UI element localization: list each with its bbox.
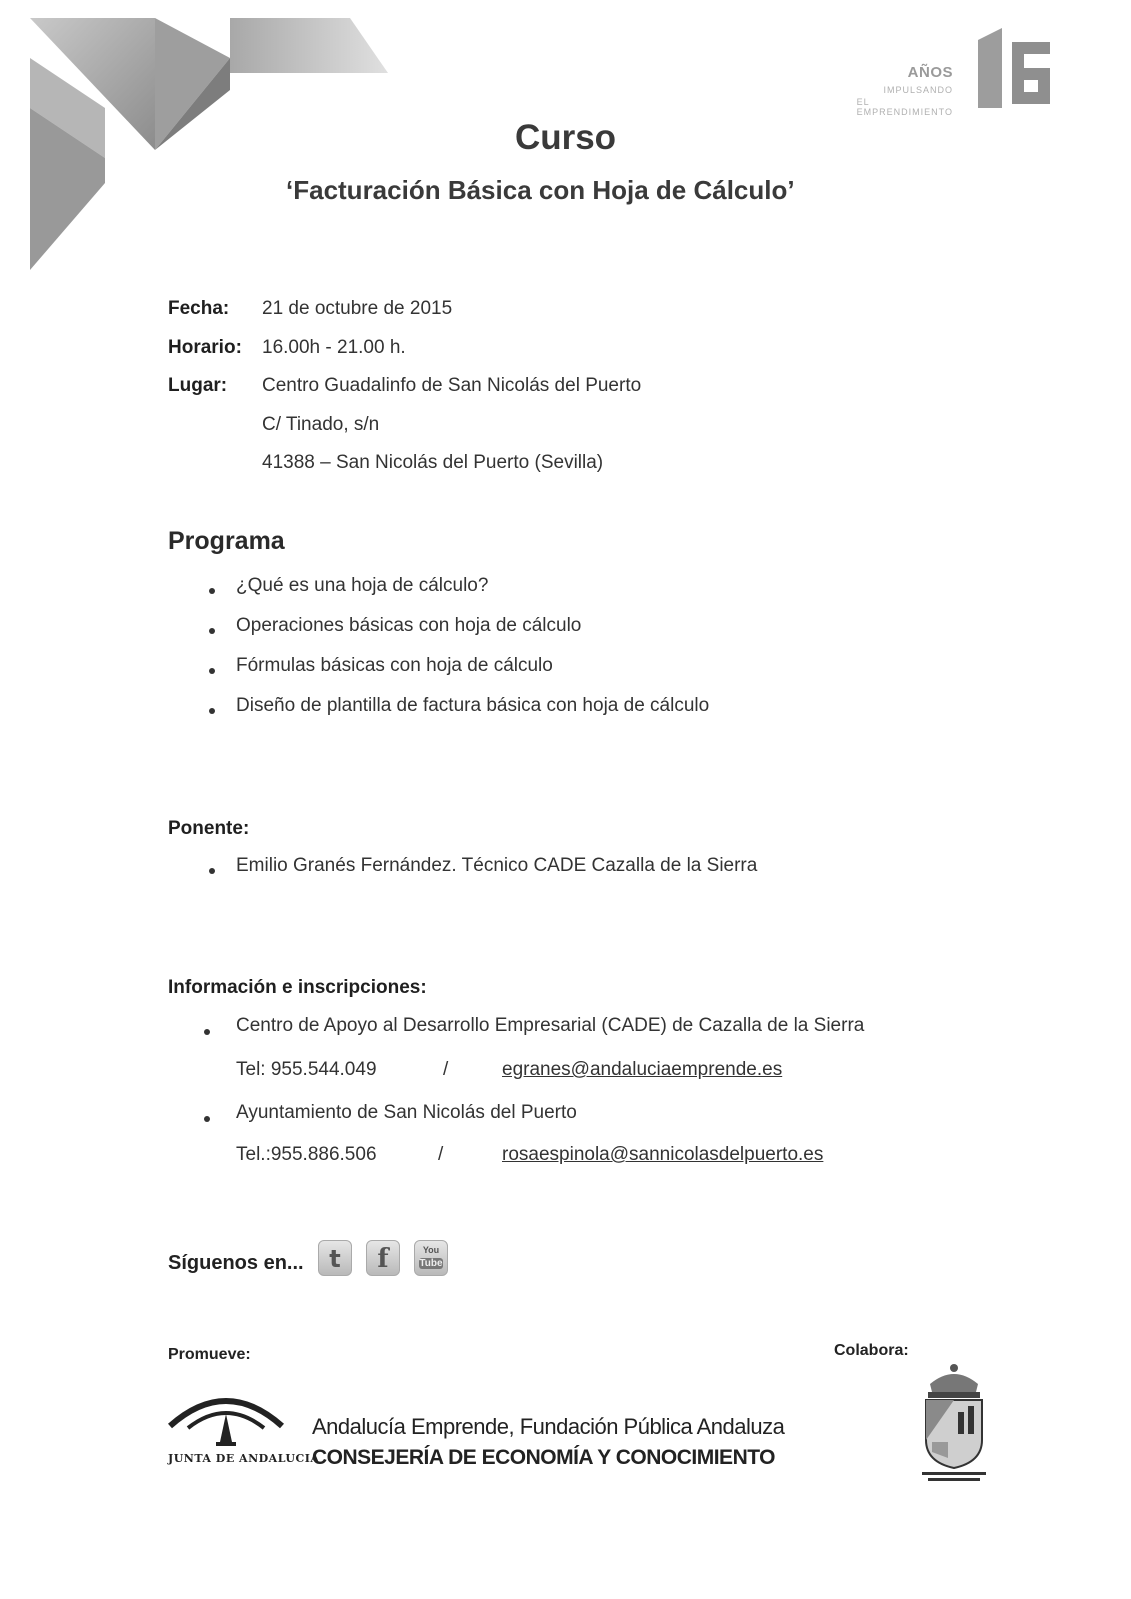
email-link[interactable]: rosaespinola@sannicolasdelpuerto.es <box>502 1144 824 1165</box>
consejeria-text: CONSEJERÍA DE ECONOMÍA Y CONOCIMIENTO <box>312 1446 776 1469</box>
course-title: ‘Facturación Básica con Hoja de Cálculo’ <box>286 175 795 205</box>
bullet <box>209 588 215 594</box>
ponente-item: Emilio Granés Fernández. Técnico CADE Cazalla de la Sierra <box>236 855 758 876</box>
youtube-bottom-text: Tube <box>419 1258 443 1269</box>
info-entry-separator: / <box>443 1059 449 1080</box>
lugar-line2: C/ Tinado, s/n <box>262 414 380 435</box>
info-entry-tel: Tel: 955.544.049 <box>236 1059 377 1080</box>
bullet <box>204 1116 210 1122</box>
info-heading: Información e inscripciones: <box>168 977 427 998</box>
ayuntamiento-coat-of-arms <box>918 1362 990 1484</box>
logo-line2: EL EMPRENDIMIENTO <box>856 97 954 117</box>
follow-label: Síguenos en... <box>168 1252 304 1274</box>
lugar-line1: Centro Guadalinfo de San Nicolás del Puerto <box>262 375 642 396</box>
ponente-heading: Ponente: <box>168 818 250 839</box>
fecha-value: 21 de octubre de 2015 <box>262 298 453 319</box>
anniversary-logo <box>856 28 1075 118</box>
horario-value: 16.00h - 21.00 h. <box>262 337 406 358</box>
programa-item: Operaciones básicas con hoja de cálculo <box>236 615 582 636</box>
junta-andalucia-text: JUNTA DE ANDALUCIA <box>168 1452 320 1465</box>
colabora-label: Colabora: <box>834 1342 909 1359</box>
info-entry-tel: Tel.:955.886.506 <box>236 1144 377 1165</box>
promueve-label: Promueve: <box>168 1346 251 1363</box>
facebook-icon[interactable]: f <box>366 1240 400 1276</box>
programa-heading: Programa <box>168 527 285 555</box>
bullet <box>204 1029 210 1035</box>
programa-item: ¿Qué es una hoja de cálculo? <box>236 575 489 596</box>
andalucia-emprende-text: Andalucía Emprende, Fundación Pública Andaluza <box>312 1414 785 1439</box>
bullet <box>209 668 215 674</box>
programa-item: Diseño de plantilla de factura básica con hoja de cálculo <box>236 695 710 716</box>
youtube-top-text: You <box>422 1245 440 1255</box>
programa-item: Fórmulas básicas con hoja de cálculo <box>236 655 553 676</box>
bullet <box>209 628 215 634</box>
anniversary-mark-icon <box>960 28 1075 113</box>
lugar-line3: 41388 – San Nicolás del Puerto (Sevilla) <box>262 452 604 473</box>
fecha-label: Fecha: <box>168 298 230 319</box>
info-entry-name: Ayuntamiento de San Nicolás del Puerto <box>236 1102 577 1123</box>
youtube-icon[interactable] <box>414 1240 448 1276</box>
twitter-icon[interactable]: t <box>318 1240 352 1276</box>
bullet <box>209 708 215 714</box>
page-title: Curso <box>514 118 617 157</box>
logo-word: AÑOS <box>907 64 953 81</box>
horario-label: Horario: <box>168 337 242 358</box>
info-entry-separator: / <box>438 1144 444 1165</box>
junta-andalucia-logo <box>166 1384 286 1450</box>
lugar-label: Lugar: <box>168 375 228 396</box>
email-link[interactable]: egranes@andaluciaemprende.es <box>502 1059 783 1080</box>
info-entry-name: Centro de Apoyo al Desarrollo Empresarial (CADE) de Cazalla de la Sierra <box>236 1015 865 1036</box>
bullet <box>209 868 215 874</box>
logo-line1: IMPULSANDO <box>883 85 953 95</box>
